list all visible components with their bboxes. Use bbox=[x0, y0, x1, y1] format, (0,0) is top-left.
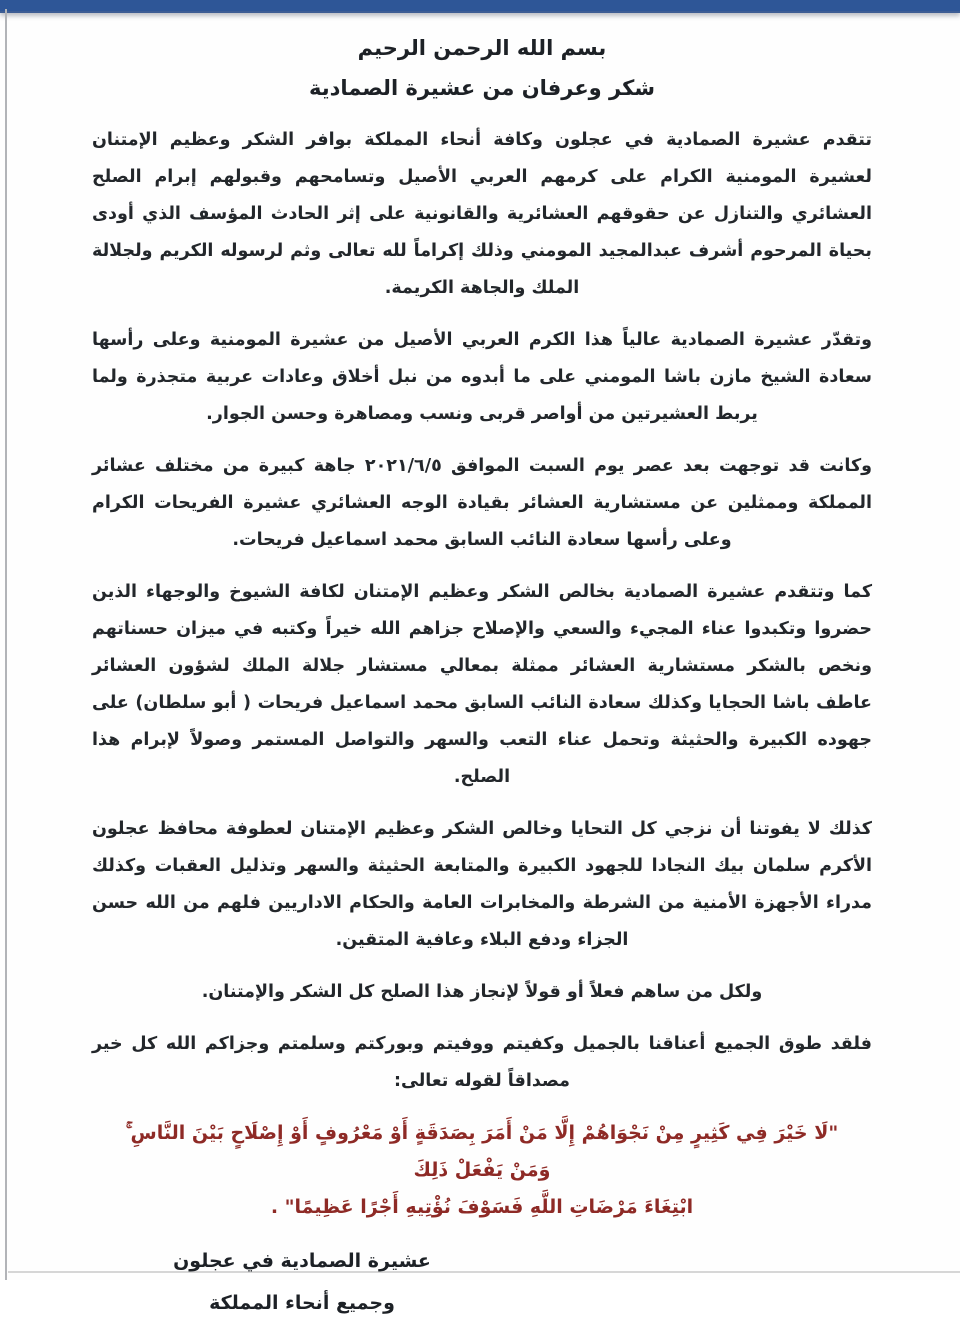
top-border-bar bbox=[0, 0, 960, 13]
paragraph-delegation-date: وكانت قد توجهت بعد عصر يوم السبت الموافق ٢٠٢١/٦/٥ جاهة كبيرة من مختلف عشائر المملكة وممثلين عن مستشارية العشائر بقيادة الوجه العشائري عشيرة الفريحات الكرام وعلى رأسها سعادة النائب السابق محمد اسماعيل فريحات. bbox=[92, 456, 872, 550]
letter-title: شكر وعرفان من عشيرة الصمادية bbox=[309, 76, 655, 100]
verse-line-2: ابْتِغَاءَ مَرْضَاتِ اللَّهِ فَسَوْفَ نُؤْتِيهِ أَجْرًا عَظِيمًا" . bbox=[270, 1196, 694, 1218]
paragraph-thanks-sheikhs-advisory: كما وتتقدم عشيرة الصمادية بخالص الشكر وعظيم الإمتنان لكافة الشيوخ والوجهاء الذين حضروا وتكبدوا عناء المجيء والسعي والإصلاح جزاهم الله خيراً وكتبه في ميزان حسناتهم ونخص بالشكر مستشارية العشائر ممثلة بمعالي مستشار جلالة الملك لشؤون العشائر عاطف باشا الحجايا وكذلك سعادة النائب السابق محمد اسماعيل فريحات ( أبو سلطان) على جهوده الكبيرة والحثيثة وتحمل عناء التعب والسهر والتواصل المستمر وصولاً لإبرام هذا الصلح. bbox=[92, 582, 872, 787]
signature-block bbox=[137, 1240, 467, 1324]
paragraph-thanks-momaniyah: تتقدم عشيرة الصمادية في عجلون وكافة أنحاء المملكة بوافر الشكر وعظيم الإمتنان لعشيرة المومنية الكرام على كرمهم العربي الأصيل وتسامحهم وقبولهم إبرام الصلح العشائري والتنازل عن حقوقهم العشائرية والقانونية على إثر الحادث المؤسف الذي أودى بحياة المرحوم أشرف عبدالمجيد المومني وذلك إكراماً لله تعالى وثم لرسوله الكريم ولجلالة الملك والجاهة الكريمة. bbox=[92, 130, 872, 298]
paragraph-closing-lead-in: فلقد طوق الجميع أعناقنا بالجميل وكفيتم ووفيتم وبوركتم وسلمتم وجزاكم الله كل خير مصداقاً لقوله تعالى: bbox=[92, 1034, 872, 1091]
left-edge-line bbox=[5, 9, 7, 1280]
signature-line-2: وجميع أنحاء المملكة bbox=[209, 1292, 395, 1314]
verse-line-1: "لَا خَيْرَ فِي كَثِيرٍ مِنْ نَجْوَاهُمْ إِلَّا مَنْ أَمَرَ بِصَدَقَةٍ أَوْ مَعْرُوفٍ أَوْ إِصْلَاحٍ بَيْنَ النَّاسِ ۚ وَمَنْ يَفْعَلْ ذَلِكَ bbox=[125, 1122, 839, 1181]
paragraph-thanks-all-contributors: ولكل من ساهم فعلاً أو قولاً لإنجاز هذا الصلح كل الشكر والإمتنان. bbox=[201, 982, 763, 1002]
basmala-heading: بسم الله الرحمن الرحيم bbox=[357, 36, 607, 60]
quran-verse bbox=[122, 1115, 842, 1226]
signature-line-1: عشيرة الصمادية في عجلون bbox=[173, 1250, 431, 1272]
letter-content bbox=[92, 36, 872, 1324]
paragraph-appreciation-sheikh: وتقدّر عشيرة الصمادية عالياً هذا الكرم العربي الأصيل من عشيرة المومنية وعلى رأسها سعادة الشيخ مازن باشا المومني على ما أبدوه من نبل أخلاق وعادات عربية متجذرة ولما يربط العشيرتين من أواصر قربى ونسب ومصاهرة وحسن الجوار. bbox=[92, 330, 872, 424]
paragraph-thanks-governor-security: كذلك لا يفوتنا أن نزجي كل التحايا وخالص الشكر وعظيم الإمتنان لعطوفة محافظ عجلون الأكرم سلمان بيك النجادا للجهود الكبيرة والمتابعة الحثيثة والسهر وتذليل العقبات وكذلك مدراء الأجهزة الأمنية من الشرطة والمخابرات العامة والحكام الاداريين فلهم من الله حسن الجزاء ودفع البلاء وعافية المتقين. bbox=[92, 819, 872, 950]
